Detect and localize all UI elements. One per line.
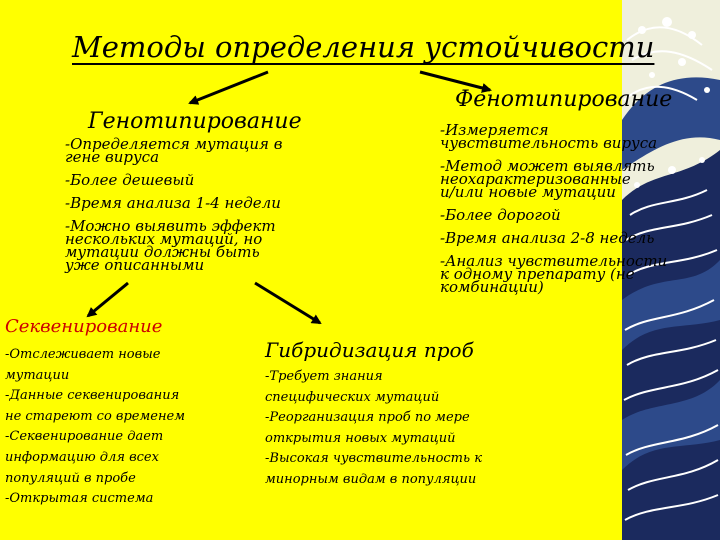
list-item: -Более дорогой xyxy=(440,206,561,224)
list-item: -Определяется мутация в гене вируса xyxy=(65,135,283,166)
list-item: -Высокая чувствительность к минорным видам в популяции xyxy=(265,451,482,487)
list-item: -Метод может выявлять неохарактеризованные и/или новые мутации xyxy=(440,157,655,201)
phenotyping-list xyxy=(440,121,675,304)
genotyping-list xyxy=(65,135,315,282)
list-item: -Данные секвенирования не стареют со временем xyxy=(5,388,185,424)
slide-title: Методы определения устойчивости xyxy=(72,30,655,64)
list-item: -Время анализа 1-4 недели xyxy=(65,194,281,212)
hybridization-list xyxy=(265,367,540,491)
list-item: -Можно выявить эффект нескольких мутаций, но мутации должны быть уже описанными xyxy=(65,217,276,274)
list-item: -Измеряется чувствительность вируса xyxy=(440,121,658,152)
arrow-to-genotyping xyxy=(190,72,268,103)
list-item: -Открытая система xyxy=(5,491,154,507)
list-item: -Отслеживает новые мутации xyxy=(5,347,161,383)
list-item: -Реорганизация проб по мере открытия новых мутаций xyxy=(265,410,470,446)
list-item: -Анализ чувствительности к одному препарату (не комбинации) xyxy=(440,252,668,296)
list-item: -Более дешевый xyxy=(65,171,195,189)
genotyping-heading: Генотипирование xyxy=(88,109,302,134)
phenotyping-heading: Фенотипирование xyxy=(455,87,673,112)
list-item: -Секвенирование дает информацию для всех популяций в пробе xyxy=(5,429,164,486)
sequencing-heading: Секвенирование xyxy=(5,316,163,337)
arrow-to-sequencing xyxy=(88,283,128,316)
sequencing-list xyxy=(5,345,235,510)
list-item: -Требует знания специфических мутаций xyxy=(265,369,440,405)
hybridization-heading: Гибридизация проб xyxy=(265,338,474,362)
list-item: -Время анализа 2-8 недель xyxy=(440,229,655,247)
arrow-to-hybridization xyxy=(255,283,320,323)
